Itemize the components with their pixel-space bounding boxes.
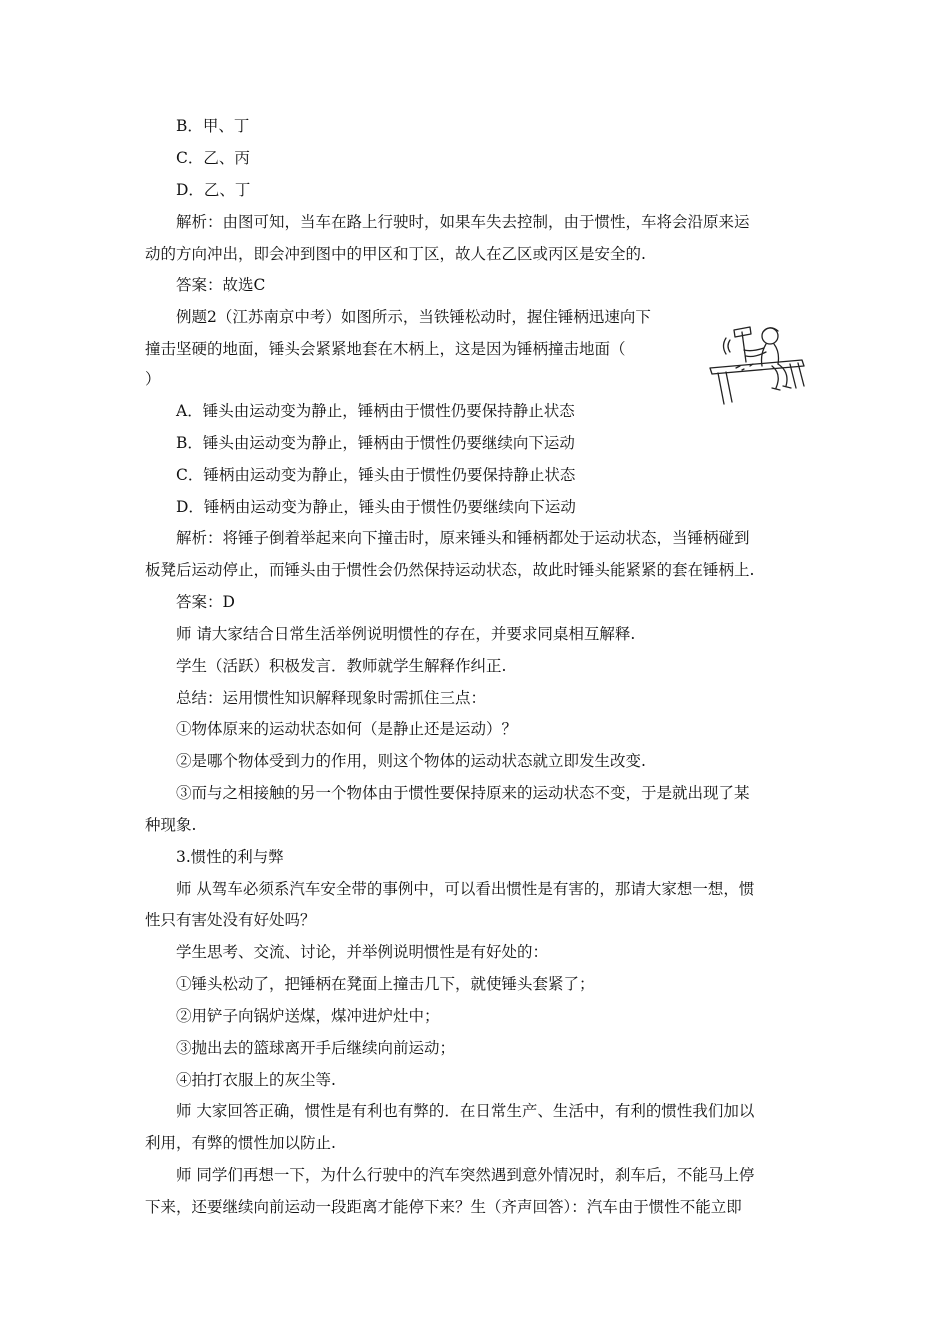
teacher-line: 师 从驾车必须系汽车安全带的事例中，可以看出惯性是有害的，那请大家想一想，惯 xyxy=(176,880,755,898)
example-2-line: 撞击坚硬的地面，锤头会紧紧地套在木柄上，这是因为锤柄撞击地面（ xyxy=(145,340,626,358)
option-c: C．乙、丙 xyxy=(176,149,250,167)
analysis-line: 解析：由图可知，当车在路上行驶时，如果车失去控制，由于惯性，车将会沿原来运 xyxy=(176,213,750,231)
option-d: D．锤柄由运动变为静止，锤头由于惯性仍要继续向下运动 xyxy=(176,498,576,516)
option-c: C．锤柄由运动变为静止，锤头由于惯性仍要保持静止状态 xyxy=(176,466,576,484)
summary-point: 种现象. xyxy=(145,816,197,834)
option-b: B．锤头由运动变为静止，锤柄由于惯性仍要继续向下运动 xyxy=(176,434,575,452)
option-b: B．甲、丁 xyxy=(176,117,250,135)
teacher-line: 师 大家回答正确，惯性是有利也有弊的．在日常生产、生活中，有利的惯性我们加以 xyxy=(176,1102,755,1120)
benefit-point: ①锤头松动了，把锤柄在凳面上撞击几下，就使锤头套紧了； xyxy=(176,975,595,993)
answer-line: 答案：故选C xyxy=(176,276,266,294)
student-line: 学生（活跃）积极发言．教师就学生解释作纠正. xyxy=(176,657,507,675)
section-heading: 3.惯性的利与弊 xyxy=(176,848,284,866)
analysis-line: 动的方向冲出，即会冲到图中的甲区和丁区，故人在乙区或丙区是安全的. xyxy=(145,245,646,263)
teacher-line: 利用，有弊的惯性加以防止. xyxy=(145,1134,336,1152)
option-d: D．乙、丁 xyxy=(176,181,251,199)
summary-point: ②是哪个物体受到力的作用，则这个物体的运动状态就立即发生改变. xyxy=(176,752,646,770)
answer-line: 答案：D xyxy=(176,593,235,611)
hammer-illustration xyxy=(706,322,810,408)
summary-point: ①物体原来的运动状态如何（是静止还是运动）？ xyxy=(176,720,518,738)
option-a: A．锤头由运动变为静止，锤柄由于惯性仍要保持静止状态 xyxy=(176,402,575,420)
example-2-line: ） xyxy=(145,370,161,388)
student-line: 学生思考、交流、讨论，并举例说明惯性是有好处的： xyxy=(176,943,549,961)
benefit-point: ④拍打衣服上的灰尘等. xyxy=(176,1071,336,1089)
example-2-line: 例题2（江苏南京中考）如图所示，当铁锤松动时，握住锤柄迅速向下 xyxy=(176,308,651,326)
teacher-line: 师 请大家结合日常生活举例说明惯性的存在，并要求同桌相互解释. xyxy=(176,625,636,643)
benefit-point: ②用铲子向锅炉送煤，煤冲进炉灶中； xyxy=(176,1007,440,1025)
summary-point: ③而与之相接触的另一个物体由于惯性要保持原来的运动状态不变，于是就出现了某 xyxy=(176,784,750,802)
benefit-point: ③抛出去的篮球离开手后继续向前运动； xyxy=(176,1039,456,1057)
teacher-line: 下来，还要继续向前运动一段距离才能停下来？生（齐声回答）：汽车由于惯性不能立即 xyxy=(145,1198,742,1216)
teacher-line: 师 同学们再想一下，为什么行驶中的汽车突然遇到意外情况时，刹车后，不能马上停 xyxy=(176,1166,755,1184)
teacher-line: 性只有害处没有好处吗？ xyxy=(145,911,316,929)
summary-line: 总结：运用惯性知识解释现象时需抓住三点： xyxy=(176,689,487,707)
analysis-line: 板凳后运动停止，而锤头由于惯性会仍然保持运动状态，故此时锤头能紧紧的套在锤柄上. xyxy=(145,561,755,579)
analysis-line: 解析：将锤子倒着举起来向下撞击时，原来锤头和锤柄都处于运动状态，当锤柄碰到 xyxy=(176,529,750,547)
